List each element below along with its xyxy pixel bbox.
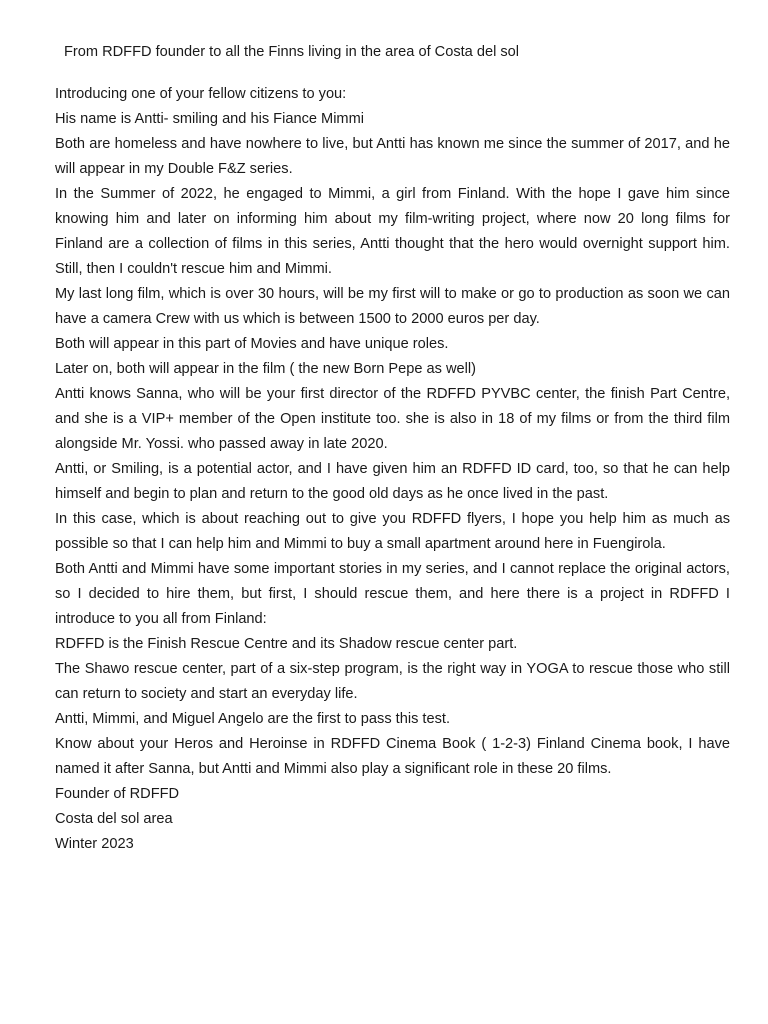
letter-title: From RDFFD founder to all the Finns living in the area of Costa del sol xyxy=(64,44,520,60)
paragraph: Both will appear in this part of Movies and have unique roles. xyxy=(55,336,449,352)
paragraph: Both are homeless and have nowhere to live, but Antti has known me since the summer of 2017, and he will appear in my Double F&Z series. xyxy=(55,136,730,177)
paragraph: In this case, which is about reaching out to give you RDFFD flyers, I hope you help him as much as possible so that I can help him and Mimmi to buy a small apartment around here in Fuengirola. xyxy=(55,511,730,552)
paragraph: The Shawo rescue center, part of a six-step program, is the right way in YOGA to rescue those who still can return to society and start an everyday life. xyxy=(55,661,730,702)
paragraph: My last long film, which is over 30 hours, will be my first will to make or go to production as soon we can have a camera Crew with us which is between 1500 to 2000 euros per day. xyxy=(55,286,730,327)
signature-role: Founder of RDFFD xyxy=(55,786,180,802)
paragraph: Introducing one of your fellow citizens to you: xyxy=(55,86,347,102)
paragraph: Later on, both will appear in the film ( the new Born Pepe as well) xyxy=(55,361,477,377)
paragraph: Antti knows Sanna, who will be your first director of the RDFFD PYVBC center, the finish Part Centre, and she is a VIP+ member of the Open institute too. she is also in 18 of my films or from the third film alongside Mr. Yossi. who passed away in late 2020. xyxy=(55,386,730,452)
paragraph: In the Summer of 2022, he engaged to Mimmi, a girl from Finland. With the hope I gave him since knowing him and later on informing him about my film-writing project, where now 20 long films for Finland are a collection of films in this series, Antti thought that the hero would overnight support him. Still, then I couldn't rescue him and Mimmi. xyxy=(55,186,730,277)
paragraph: Antti, or Smiling, is a potential actor, and I have given him an RDFFD ID card, too, so that he can help himself and begin to plan and return to the good old days as he once lived in the past. xyxy=(55,461,730,502)
signature-block xyxy=(55,782,730,857)
signature-location: Costa del sol area xyxy=(55,811,173,827)
paragraph: His name is Antti- smiling and his Fiance Mimmi xyxy=(55,111,364,127)
paragraph: Both Antti and Mimmi have some important stories in my series, and I cannot replace the original actors, so I decided to hire them, but first, I should rescue them, and here there is a project in RDFFD I introduce to you all from Finland: xyxy=(55,561,730,627)
paragraph: Antti, Mimmi, and Miguel Angelo are the first to pass this test. xyxy=(55,711,451,727)
paragraph: Know about your Heros and Heroinse in RDFFD Cinema Book ( 1-2-3) Finland Cinema book, I have named it after Sanna, but Antti and Mimmi also play a significant role in these 20 films. xyxy=(55,736,730,777)
letter-body xyxy=(55,82,730,782)
signature-date: Winter 2023 xyxy=(55,836,134,852)
paragraph: RDFFD is the Finish Rescue Centre and its Shadow rescue center part. xyxy=(55,636,518,652)
